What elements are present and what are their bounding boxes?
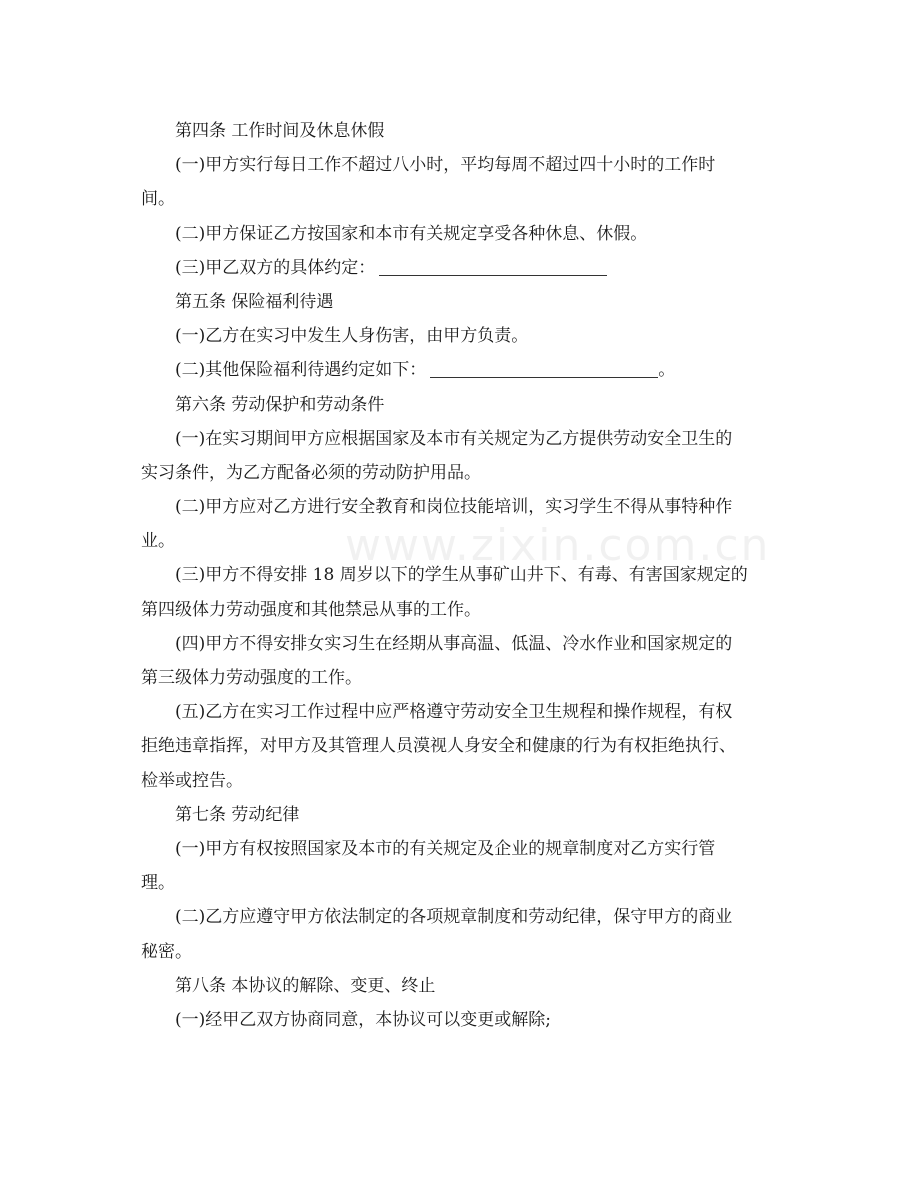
- line-text: 第六条 劳动保护和劳动条件: [175, 394, 385, 415]
- clause-continuation-line: [141, 729, 781, 763]
- clause-line: [141, 900, 781, 934]
- line-text: (一)甲方有权按照国家及本市的有关规定及企业的规章制度对乙方实行管: [175, 838, 716, 859]
- fill-in-blank: [379, 255, 607, 276]
- watermark: www.zixin.com.cn: [345, 520, 771, 571]
- line-text: (二)甲方保证乙方按国家和本市有关规定享受各种休息、休假。: [175, 223, 648, 244]
- line-text: (三)甲方不得安排 18 周岁以下的学生从事矿山井下、有毒、有害国家规定的: [175, 565, 748, 586]
- line-text: (二)甲方应对乙方进行安全教育和岗位技能培训，实习学生不得从事特种作: [175, 497, 733, 518]
- clause-continuation-line: [141, 456, 781, 490]
- clause-line: [141, 353, 781, 387]
- clause-continuation-line: [141, 764, 781, 798]
- section-heading: [141, 285, 781, 319]
- line-text: (一)乙方在实习中发生人身伤害，由甲方负责。: [175, 326, 529, 347]
- line-text: 第三级体力劳动强度的工作。: [141, 668, 362, 688]
- line-suffix: 。: [658, 360, 676, 381]
- clause-continuation-line: [141, 866, 781, 900]
- clause-line: [141, 558, 781, 592]
- clause-continuation-line: [141, 661, 781, 695]
- line-text: 实习条件，为乙方配备必须的劳动防护用品。: [141, 462, 481, 483]
- line-text: (一)在实习期间甲方应根据国家及本市有关规定为乙方提供劳动安全卫生的: [175, 428, 733, 449]
- line-text: 第五条 保险福利待遇: [175, 291, 334, 312]
- line-text: (三)甲乙双方的具体约定：: [175, 257, 376, 278]
- line-text: 拒绝违章指挥，对甲方及其管理人员漠视人身安全和健康的行为有权拒绝执行、: [141, 736, 736, 757]
- clause-line: [141, 490, 781, 524]
- line-text: 业。: [141, 531, 175, 552]
- line-text: (五)乙方在实习工作过程中应严格遵守劳动安全卫生规程和操作规程，有权: [175, 702, 733, 723]
- section-heading: [141, 969, 781, 1003]
- document-body: [141, 114, 781, 1037]
- line-text: 第七条 劳动纪律: [175, 804, 300, 825]
- line-text: 理。: [141, 873, 175, 894]
- section-heading: [141, 388, 781, 422]
- clause-continuation-line: [141, 182, 781, 216]
- line-text: (四)甲方不得安排女实习生在经期从事高温、低温、冷水作业和国家规定的: [175, 633, 733, 654]
- line-text: (二)乙方应遵守甲方依法制定的各项规章制度和劳动纪律，保守甲方的商业: [175, 907, 733, 928]
- line-text: (一)甲方实行每日工作不超过八小时，平均每周不超过四十小时的工作时: [175, 155, 716, 176]
- section-heading: [141, 114, 781, 148]
- line-text: 检举或控告。: [141, 770, 243, 791]
- line-text: 秘密。: [141, 941, 192, 962]
- clause-line: [141, 832, 781, 866]
- clause-line: [141, 627, 781, 661]
- section-heading: [141, 798, 781, 832]
- clause-line: [141, 422, 781, 456]
- clause-continuation-line: [141, 524, 781, 558]
- clause-line: [141, 319, 781, 353]
- clause-continuation-line: [141, 935, 781, 969]
- line-text: (一)经甲乙双方协商同意，本协议可以变更或解除;: [175, 1009, 551, 1030]
- clause-line: [141, 695, 781, 729]
- clause-line: [141, 251, 781, 285]
- line-text: 第八条 本协议的解除、变更、终止: [175, 975, 436, 996]
- clause-continuation-line: [141, 593, 781, 627]
- clause-line: [141, 148, 781, 182]
- line-text: 第四级体力劳动强度和其他禁忌从事的工作。: [141, 599, 481, 620]
- line-text: 间。: [141, 189, 175, 210]
- line-text: 第四条 工作时间及休息休假: [175, 121, 385, 141]
- line-text: (二)其他保险福利待遇约定如下：: [175, 360, 427, 381]
- clause-line: [141, 1003, 781, 1037]
- fill-in-blank: [430, 357, 658, 378]
- clause-line: [141, 217, 781, 251]
